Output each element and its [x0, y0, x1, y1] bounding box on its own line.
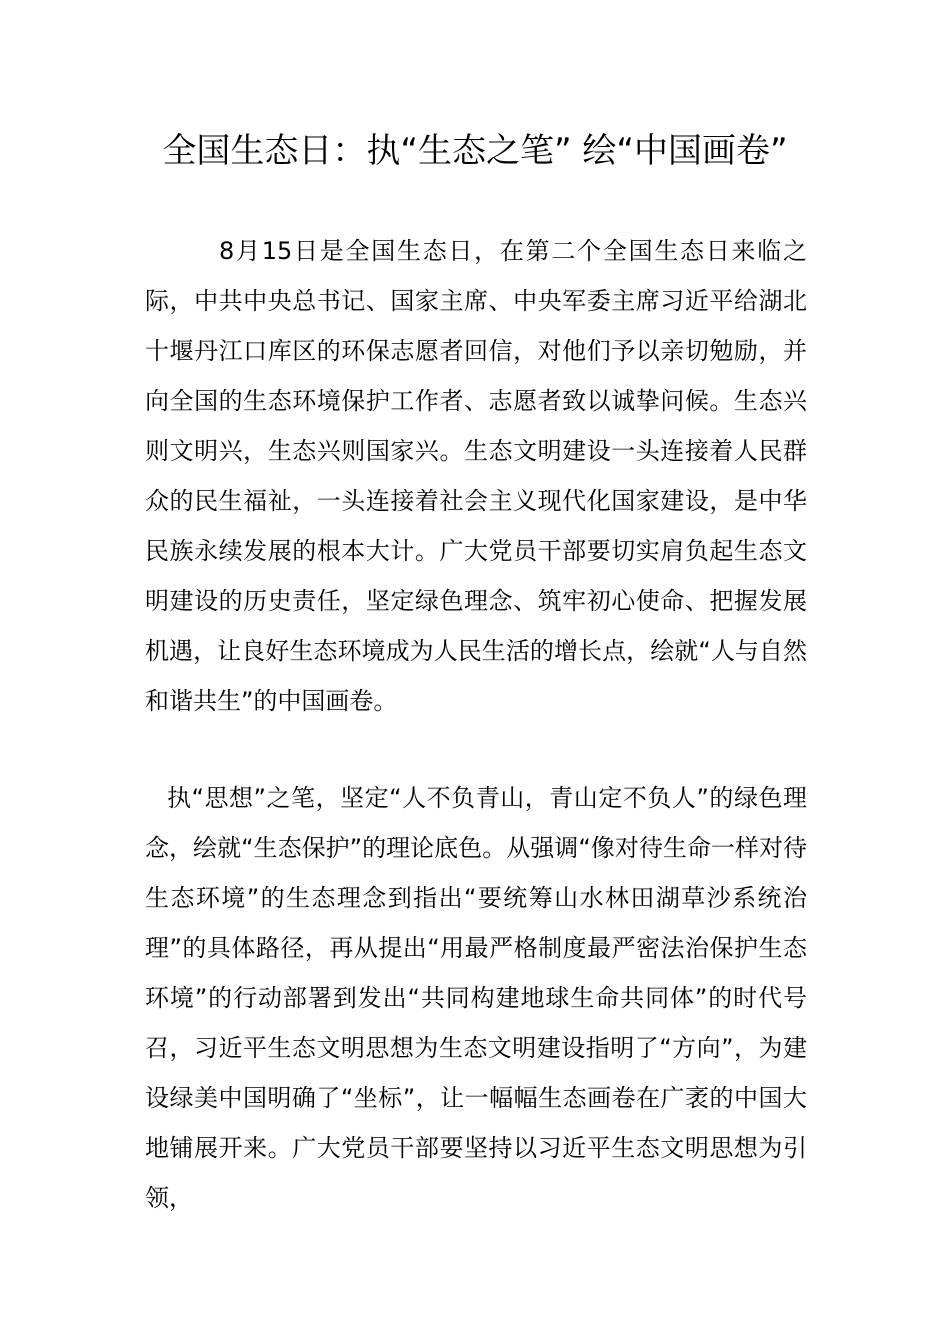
- document-title: 全国生态日：执“生态之笔” 绘“中国画卷”: [162, 131, 788, 171]
- paragraph-2: 执“思想”之笔，坚定“人不负青山，青山定不负人”的绿色理念，绘就“生态保护”的理论底色。从强调“像对待生命一样对待生态环境”的生态理念到指出“要统筹山水林田湖草沙系统治理”的具体路径，再从提出“用最严格制度最严密法治保护生态环境”的行动部署到发出“共同构建地球生命共同体”的时代号召，习近平生态文明思想为生态文明建设指明了“方向”，为建设绿美中国明确了“坐标”，让一幅幅生态画卷在广袤的中国大地铺展开来。广大党员干部要坚持以习近平生态文明思想为引领，: [145, 784, 807, 1212]
- paragraph-1: 8月15日是全国生态日，在第二个全国生态日来临之际，中共中央总书记、国家主席、中央军委主席习近平给湖北十堰丹江口库区的环保志愿者回信，对他们予以亲切勉励，并向全国的生态环境保护工作者、志愿者致以诚挚问候。生态兴则文明兴，生态兴则国家兴。生态文明建设一头连接着人民群众的民生福祉，一头连接着社会主义现代化国家建设，是中华民族永续发展的根本大计。广大党员干部要切实肩负起生态文明建设的历史责任，坚定绿色理念、筑牢初心使命、把握发展机遇，让良好生态环境成为人民生活的增长点，绘就“人与自然和谐共生”的中国画卷。: [145, 237, 807, 715]
